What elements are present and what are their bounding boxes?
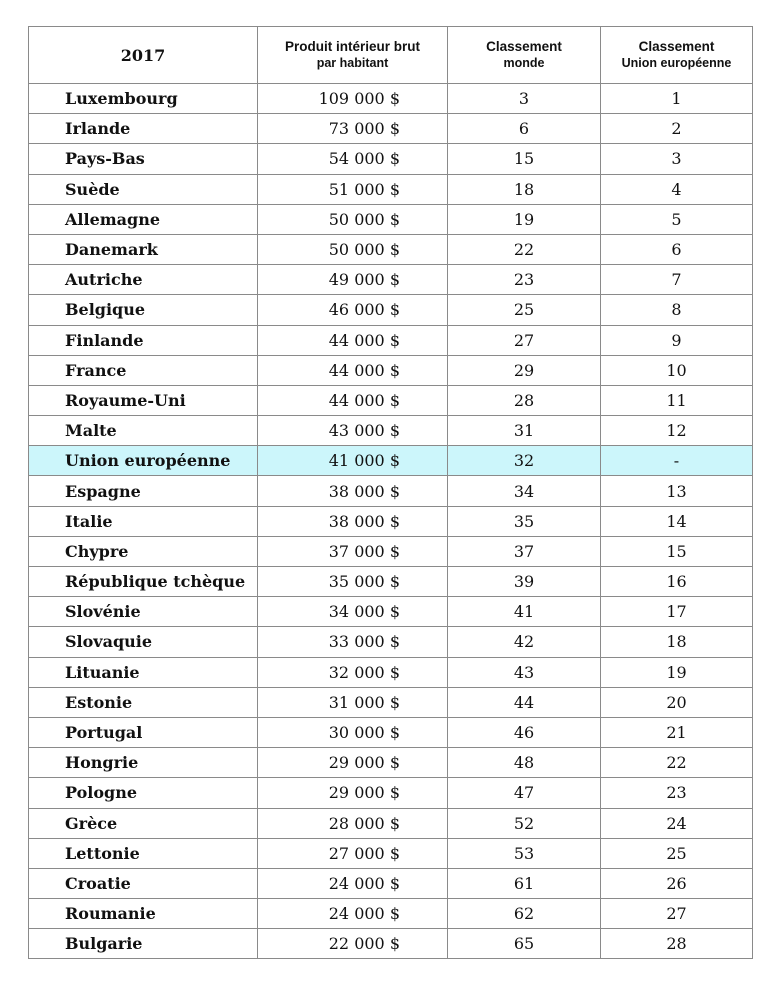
country-cell: Portugal	[29, 717, 258, 747]
country-cell: Slovaquie	[29, 627, 258, 657]
table-row	[29, 506, 753, 536]
gdp-cell: 51 000 $	[258, 174, 448, 204]
table-row	[29, 868, 753, 898]
table-header-row	[29, 27, 753, 84]
gdp-cell: 43 000 $	[258, 416, 448, 446]
eu-rank-cell: 26	[601, 868, 753, 898]
world-rank-cell: 65	[448, 929, 601, 959]
table-row	[29, 416, 753, 446]
eu-header-line1: Classement	[638, 39, 715, 54]
eu-rank-cell: 25	[601, 838, 753, 868]
gdp-cell: 44 000 $	[258, 325, 448, 355]
country-cell: Estonie	[29, 687, 258, 717]
gdp-cell: 28 000 $	[258, 808, 448, 838]
table-row	[29, 295, 753, 325]
eu-rank-cell: 24	[601, 808, 753, 838]
country-cell: Allemagne	[29, 204, 258, 234]
eu-rank-cell: 5	[601, 204, 753, 234]
eu-header-line2: Union européenne	[621, 56, 732, 70]
eu-rank-cell: 14	[601, 506, 753, 536]
gdp-cell: 24 000 $	[258, 899, 448, 929]
eu-rank-cell: 2	[601, 114, 753, 144]
gdp-header-line1: Produit intérieur brut	[285, 39, 420, 54]
eu-rank-cell: 10	[601, 355, 753, 385]
eu-rank-cell: 20	[601, 687, 753, 717]
world-rank-cell: 39	[448, 567, 601, 597]
gdp-cell: 35 000 $	[258, 567, 448, 597]
eu-rank-cell: 15	[601, 536, 753, 566]
table-row	[29, 899, 753, 929]
gdp-per-capita-header	[258, 27, 448, 84]
eu-rank-cell: 19	[601, 657, 753, 687]
country-cell: Luxembourg	[29, 84, 258, 114]
table-row	[29, 355, 753, 385]
table-row	[29, 144, 753, 174]
table-row	[29, 808, 753, 838]
eu-rank-cell: 6	[601, 234, 753, 264]
gdp-cell: 24 000 $	[258, 868, 448, 898]
world-rank-cell: 6	[448, 114, 601, 144]
gdp-cell: 50 000 $	[258, 204, 448, 234]
gdp-cell: 38 000 $	[258, 506, 448, 536]
table-row	[29, 778, 753, 808]
table-row	[29, 567, 753, 597]
world-header-line1: Classement	[486, 39, 562, 54]
country-cell: Suède	[29, 174, 258, 204]
eu-rank-cell: 17	[601, 597, 753, 627]
gdp-cell: 29 000 $	[258, 778, 448, 808]
country-cell: Slovénie	[29, 597, 258, 627]
gdp-ranking-table	[28, 26, 753, 959]
table-row	[29, 838, 753, 868]
country-cell: Royaume-Uni	[29, 385, 258, 415]
world-rank-cell: 61	[448, 868, 601, 898]
table-row	[29, 929, 753, 959]
gdp-cell: 54 000 $	[258, 144, 448, 174]
gdp-cell: 30 000 $	[258, 717, 448, 747]
eu-rank-cell: 8	[601, 295, 753, 325]
table-body	[29, 84, 753, 959]
world-rank-cell: 42	[448, 627, 601, 657]
world-rank-cell: 27	[448, 325, 601, 355]
world-rank-cell: 32	[448, 446, 601, 476]
eu-rank-cell: 27	[601, 899, 753, 929]
country-cell: République tchèque	[29, 567, 258, 597]
eu-rank-cell: 4	[601, 174, 753, 204]
gdp-cell: 31 000 $	[258, 687, 448, 717]
table-row	[29, 687, 753, 717]
world-rank-cell: 53	[448, 838, 601, 868]
table-row	[29, 536, 753, 566]
world-rank-cell: 23	[448, 265, 601, 295]
table-row	[29, 114, 753, 144]
country-cell: Pologne	[29, 778, 258, 808]
world-rank-cell: 47	[448, 778, 601, 808]
world-rank-cell: 35	[448, 506, 601, 536]
world-rank-cell: 18	[448, 174, 601, 204]
country-cell: Malte	[29, 416, 258, 446]
gdp-cell: 109 000 $	[258, 84, 448, 114]
world-rank-cell: 46	[448, 717, 601, 747]
gdp-cell: 38 000 $	[258, 476, 448, 506]
eu-rank-cell: 23	[601, 778, 753, 808]
table-row	[29, 627, 753, 657]
gdp-cell: 41 000 $	[258, 446, 448, 476]
country-cell: Autriche	[29, 265, 258, 295]
gdp-cell: 29 000 $	[258, 748, 448, 778]
world-rank-cell: 3	[448, 84, 601, 114]
table-row	[29, 204, 753, 234]
table-row	[29, 748, 753, 778]
world-rank-cell: 52	[448, 808, 601, 838]
eu-rank-cell: 18	[601, 627, 753, 657]
gdp-cell: 22 000 $	[258, 929, 448, 959]
country-cell: Roumanie	[29, 899, 258, 929]
world-rank-cell: 31	[448, 416, 601, 446]
table-row	[29, 325, 753, 355]
world-rank-cell: 15	[448, 144, 601, 174]
table-row	[29, 385, 753, 415]
table-row	[29, 476, 753, 506]
eu-rank-cell: 11	[601, 385, 753, 415]
country-cell: Pays-Bas	[29, 144, 258, 174]
eu-rank-header	[601, 27, 753, 84]
world-rank-header	[448, 27, 601, 84]
eu-rank-cell: 3	[601, 144, 753, 174]
gdp-cell: 46 000 $	[258, 295, 448, 325]
table-row	[29, 717, 753, 747]
table-row-highlighted	[29, 446, 753, 476]
world-rank-cell: 19	[448, 204, 601, 234]
gdp-cell: 73 000 $	[258, 114, 448, 144]
gdp-cell: 50 000 $	[258, 234, 448, 264]
table-row	[29, 597, 753, 627]
table-row	[29, 265, 753, 295]
world-rank-cell: 29	[448, 355, 601, 385]
eu-rank-cell: 16	[601, 567, 753, 597]
world-rank-cell: 22	[448, 234, 601, 264]
gdp-cell: 44 000 $	[258, 355, 448, 385]
gdp-header-line2: par habitant	[316, 56, 389, 70]
eu-rank-cell: 12	[601, 416, 753, 446]
country-cell: Irlande	[29, 114, 258, 144]
world-rank-cell: 43	[448, 657, 601, 687]
country-cell: Belgique	[29, 295, 258, 325]
eu-rank-cell: -	[601, 446, 753, 476]
country-cell: Grèce	[29, 808, 258, 838]
country-cell: Hongrie	[29, 748, 258, 778]
world-rank-cell: 28	[448, 385, 601, 415]
world-rank-cell: 41	[448, 597, 601, 627]
year-header: 2017	[29, 27, 258, 84]
country-cell: Chypre	[29, 536, 258, 566]
eu-rank-cell: 7	[601, 265, 753, 295]
gdp-cell: 44 000 $	[258, 385, 448, 415]
gdp-cell: 37 000 $	[258, 536, 448, 566]
eu-rank-cell: 22	[601, 748, 753, 778]
country-cell: Bulgarie	[29, 929, 258, 959]
world-rank-cell: 34	[448, 476, 601, 506]
gdp-cell: 32 000 $	[258, 657, 448, 687]
country-cell: Union européenne	[29, 446, 258, 476]
country-cell: Finlande	[29, 325, 258, 355]
eu-rank-cell: 1	[601, 84, 753, 114]
eu-rank-cell: 21	[601, 717, 753, 747]
country-cell: Lituanie	[29, 657, 258, 687]
table-row	[29, 174, 753, 204]
world-header-line2: monde	[503, 56, 545, 70]
gdp-cell: 33 000 $	[258, 627, 448, 657]
gdp-cell: 27 000 $	[258, 838, 448, 868]
table-row	[29, 657, 753, 687]
country-cell: Italie	[29, 506, 258, 536]
country-cell: Espagne	[29, 476, 258, 506]
world-rank-cell: 44	[448, 687, 601, 717]
gdp-cell: 34 000 $	[258, 597, 448, 627]
world-rank-cell: 62	[448, 899, 601, 929]
world-rank-cell: 37	[448, 536, 601, 566]
country-cell: Croatie	[29, 868, 258, 898]
eu-rank-cell: 28	[601, 929, 753, 959]
world-rank-cell: 25	[448, 295, 601, 325]
world-rank-cell: 48	[448, 748, 601, 778]
eu-rank-cell: 9	[601, 325, 753, 355]
eu-rank-cell: 13	[601, 476, 753, 506]
country-cell: Lettonie	[29, 838, 258, 868]
table-row	[29, 234, 753, 264]
gdp-cell: 49 000 $	[258, 265, 448, 295]
table-row	[29, 84, 753, 114]
country-cell: Danemark	[29, 234, 258, 264]
country-cell: France	[29, 355, 258, 385]
